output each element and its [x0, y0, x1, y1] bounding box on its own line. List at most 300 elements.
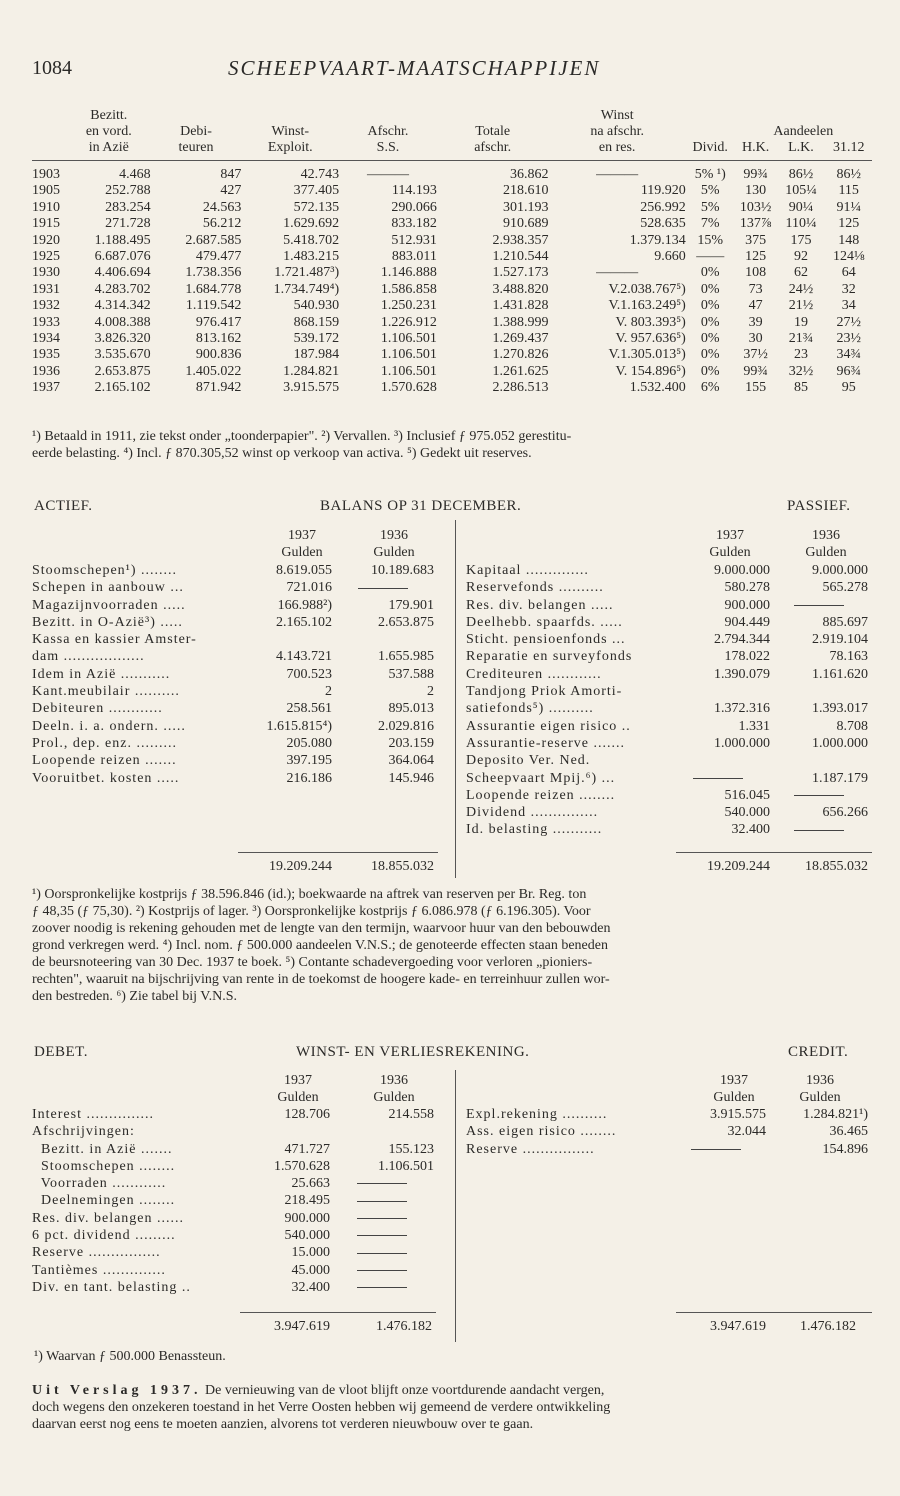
account-value: 540.000 [284, 1228, 330, 1244]
account-row [466, 579, 868, 596]
account-value: 565.278 [822, 580, 868, 596]
account-row [32, 1123, 434, 1140]
table-cell: 24.563 [202, 199, 242, 215]
account-row [466, 752, 868, 769]
account-row [466, 821, 868, 838]
balance-divider [455, 520, 456, 878]
table-cell: 1915 [32, 216, 60, 232]
passief-heading: PASSIEF. [787, 498, 851, 514]
unit-label: Gulden [713, 1090, 755, 1106]
account-label: Kapitaal .............. [466, 563, 589, 578]
account-label: Crediteuren ............ [466, 666, 602, 682]
page-title: SCHEEPVAART-MAATSCHAPPIJEN [228, 56, 601, 80]
table-cell: 910.689 [503, 216, 549, 232]
unit-label: Gulden [281, 545, 323, 561]
account-label: Dividend ............... [466, 805, 599, 821]
table-cell: 847 [220, 167, 242, 182]
account-row [32, 1244, 434, 1261]
table-cell: 96¾ [836, 363, 861, 379]
column-header: H.K. [741, 140, 770, 155]
account-label: Deeln. i. a. ondern. ..... [32, 718, 186, 734]
account-value: 32.400 [291, 1279, 330, 1295]
passief-table [466, 562, 868, 839]
column-header: Totale [475, 124, 511, 139]
report-line: De vernieuwing van de vloot blijft onze voortdurende aandacht vergen, [205, 1383, 605, 1398]
table-cell: 5% [700, 183, 720, 199]
table-cell: 0% [700, 314, 720, 330]
balance-footnote-line: zoover noodig is rekening gehouden met de lengte van den termijn, waarvoor huur van den bebouwden [32, 921, 611, 936]
table-cell: 2.687.585 [185, 232, 242, 248]
statistics-header-row [32, 124, 872, 140]
table-cell: 1.106.501 [380, 347, 437, 363]
table-cell: 883.011 [391, 249, 437, 265]
account-value: 214.558 [388, 1107, 434, 1122]
table-row [32, 200, 872, 216]
column-header [686, 124, 735, 140]
actief-total-1936: 18.855.032 [371, 859, 434, 874]
table-cell: V. 154.896⁵) [615, 363, 686, 379]
account-row [32, 752, 434, 769]
account-label: Stoomschepen¹) ........ [32, 563, 178, 578]
table-cell: 92 [793, 249, 808, 265]
account-label: Debiteuren ............ [32, 701, 163, 717]
table-cell: 539.172 [293, 331, 340, 347]
debet-year-1 [258, 1072, 338, 1107]
table-row [32, 282, 872, 298]
report-line: doch wegens den onzekeren toestand in het Verre Oosten hebben wij gemeend de verdere ontwikkeling [32, 1400, 611, 1415]
annual-report-excerpt [32, 1382, 877, 1433]
table-cell: 47 [748, 298, 763, 314]
account-value: 3.915.575 [710, 1107, 766, 1122]
pl-divider [455, 1070, 456, 1342]
account-value: 45.000 [291, 1262, 330, 1278]
table-cell: 37½ [743, 347, 768, 363]
account-label: dam .................. [32, 649, 145, 665]
account-label: Deposito Ver. Ned. [466, 753, 591, 769]
column-header [339, 108, 437, 124]
account-label: Vooruitbet. kosten ..... [32, 770, 180, 786]
account-row [466, 735, 868, 752]
account-label: 6 pct. dividend ......... [32, 1228, 176, 1244]
actief-heading: ACTIEF. [34, 498, 93, 514]
table-cell: 1.388.999 [492, 314, 549, 330]
table-cell: 56.212 [202, 216, 242, 232]
account-value: 700.523 [286, 666, 332, 682]
account-value: 218.495 [284, 1193, 330, 1209]
column-header [32, 108, 67, 124]
unit-label: Gulden [373, 1090, 415, 1106]
account-value: 36.465 [829, 1124, 868, 1140]
table-cell: 3.826.320 [94, 331, 151, 347]
account-row [32, 579, 434, 596]
table-cell: 137⅞ [739, 216, 772, 232]
table-cell: 32 [841, 281, 856, 297]
actief-total-1937: 19.209.244 [269, 859, 332, 874]
empty-value-dash [330, 1192, 434, 1209]
table-row [32, 331, 872, 347]
account-value: 154.896 [822, 1141, 868, 1157]
table-cell: 1.379.134 [629, 232, 686, 248]
account-value: 1.331 [738, 718, 770, 734]
account-label: Expl.rekening .......... [466, 1107, 608, 1122]
empty-value-dash [330, 1244, 434, 1261]
table-cell: 572.135 [293, 199, 340, 215]
debet-total-1936: 1.476.182 [376, 1319, 432, 1334]
empty-value-dash [332, 579, 434, 596]
account-value: 540.000 [724, 805, 770, 821]
column-header: Winst- [271, 124, 310, 139]
table-row [32, 249, 872, 265]
table-cell: 1.738.356 [185, 265, 242, 281]
table-cell: 1.250.231 [380, 298, 437, 314]
account-value: 8.708 [836, 718, 868, 734]
balance-footnote-line: ¹) Oorspronkelijke kostprijs ƒ 38.596.846 (id.); boekwaarde na aftrek van reserven per Br. Reg. ton [32, 887, 587, 902]
account-label: Ass. eigen risico ........ [466, 1124, 617, 1140]
account-row [466, 666, 868, 683]
table-cell: ——— [366, 167, 409, 182]
passief-total-1937: 19.209.244 [707, 859, 770, 874]
column-header: Divid. [692, 140, 728, 155]
table-cell: 528.635 [640, 216, 686, 232]
statistics-footnotes [32, 428, 877, 462]
table-cell: 1935 [32, 347, 60, 363]
table-cell: 1936 [32, 363, 60, 379]
table-cell: 85 [793, 380, 808, 396]
table-cell: —— [696, 249, 725, 265]
table-cell: 4.283.702 [94, 281, 151, 297]
account-row [32, 683, 434, 700]
account-label: Reserve ................ [466, 1141, 595, 1157]
empty-value-dash [770, 821, 868, 838]
account-row [466, 631, 868, 648]
column-header [735, 108, 777, 124]
account-value: 155.123 [388, 1141, 434, 1157]
passief-year-2 [786, 527, 866, 562]
column-header [437, 108, 549, 124]
debet-total-rule [240, 1312, 436, 1313]
balance-footnotes [32, 886, 877, 1005]
account-value [770, 683, 868, 700]
account-value: 1.655.985 [378, 649, 434, 665]
table-cell: 23 [793, 347, 808, 363]
table-cell: 4.008.388 [94, 314, 151, 330]
table-cell: 86½ [788, 167, 814, 182]
account-row [466, 787, 868, 804]
table-cell: 479.477 [195, 249, 242, 265]
account-label: Reparatie en surveyfonds [466, 649, 633, 665]
debet-total-1937: 3.947.619 [274, 1319, 330, 1334]
account-value: 15.000 [291, 1245, 330, 1261]
account-label: Afschrijvingen: [32, 1124, 135, 1140]
credit-total-1937: 3.947.619 [710, 1319, 766, 1334]
account-row [32, 1279, 434, 1296]
account-label: Res. div. belangen ...... [32, 1210, 185, 1226]
account-row [466, 1123, 868, 1140]
pl-heading: WINST- EN VERLIESREKENING. [296, 1044, 530, 1060]
table-cell: 175 [790, 232, 812, 248]
account-value: 721.016 [286, 580, 332, 596]
table-cell: 21¾ [788, 331, 814, 347]
year-label: 1937 [716, 528, 744, 543]
credit-year-2 [780, 1072, 860, 1107]
table-row [32, 233, 872, 249]
table-cell: 1931 [32, 281, 60, 297]
table-cell: 0% [700, 265, 720, 281]
account-label: Scheepvaart Mpij.⁶) ... [466, 770, 616, 786]
table-cell: 1910 [32, 199, 60, 215]
credit-year-1 [694, 1072, 774, 1107]
account-value: 895.013 [388, 701, 434, 717]
table-cell: 1.734.749⁴) [273, 281, 340, 297]
account-label: Kant.meubilair .......... [32, 684, 180, 700]
table-cell: 1937 [32, 380, 60, 396]
table-cell: 155 [745, 380, 767, 396]
table-cell: 64 [841, 265, 856, 281]
column-header [825, 108, 872, 124]
account-value: 9.000.000 [714, 563, 770, 578]
account-value: 1.615.815⁴) [266, 718, 332, 734]
table-cell: 39 [748, 314, 763, 330]
column-header [777, 108, 826, 124]
account-value [232, 1123, 330, 1140]
table-cell: 1.270.826 [492, 347, 549, 363]
balance-footnote-line: de beursnoteering van 30 Dec. 1937 te boek. ⁵) Contante schadevergoeding voor verloren „pioniers- [32, 955, 593, 970]
table-cell: 34¾ [836, 347, 861, 363]
table-cell: 1.586.858 [380, 281, 437, 297]
account-row [466, 683, 868, 700]
table-cell: 1.269.437 [492, 331, 549, 347]
account-label: Tantièmes .............. [32, 1262, 166, 1278]
account-row [32, 648, 434, 665]
column-header: teuren [178, 140, 214, 155]
empty-value-dash [330, 1262, 434, 1279]
report-line: daarvan eerst nog eens te moeten aanzien, alvorens tot verderen nieuwbouw over te gaan. [32, 1417, 534, 1432]
account-value: 166.988²) [277, 597, 332, 613]
table-cell: 3.535.670 [94, 347, 151, 363]
account-value: 656.266 [822, 805, 868, 821]
account-value: 516.045 [724, 787, 770, 803]
column-header: Afschr. [367, 124, 409, 139]
account-label: Schepen in aanbouw ... [32, 580, 184, 596]
account-row [466, 718, 868, 735]
table-cell: 871.942 [195, 380, 242, 396]
account-value: 2 [427, 684, 434, 700]
column-header: en res. [598, 140, 636, 155]
table-cell: 108 [745, 265, 767, 281]
account-row [466, 1141, 868, 1158]
table-cell: 1.188.495 [94, 232, 151, 248]
account-label: Sticht. pensioenfonds ... [466, 632, 626, 648]
account-value: 179.901 [388, 597, 434, 613]
account-value: 900.000 [284, 1210, 330, 1226]
account-value: 1.000.000 [714, 735, 770, 751]
account-value: 178.022 [724, 649, 770, 665]
account-value: 1.393.017 [812, 701, 868, 717]
report-label: Uit Verslag 1937. [32, 1383, 202, 1398]
table-cell: 1930 [32, 265, 60, 281]
table-cell: 7% [700, 216, 720, 232]
account-value: 2.653.875 [378, 614, 434, 630]
table-cell: 15% [697, 232, 724, 248]
column-header: S.S. [376, 140, 400, 155]
account-row [32, 735, 434, 752]
account-label: Voorraden ............ [32, 1176, 167, 1192]
account-value: 1.284.821¹) [803, 1107, 868, 1122]
table-cell: 1.405.022 [185, 363, 242, 379]
column-header: Exploit. [267, 140, 313, 155]
balance-footnote-line: rechten", waaruit na bijschrijving van rente in de toekomst de hoogere kade- en terreinhuur zullen wor- [32, 972, 610, 987]
table-cell: 1932 [32, 298, 60, 314]
account-value: 397.195 [286, 753, 332, 769]
table-cell: 540.930 [293, 298, 340, 314]
credit-total-1936: 1.476.182 [800, 1319, 856, 1334]
table-cell: 218.610 [503, 183, 549, 199]
table-cell: 5% [700, 199, 720, 215]
account-label: Deelnemingen ........ [32, 1193, 176, 1209]
statistics-table [32, 108, 872, 397]
statistics-footnote-line: eerde belasting. ⁴) Incl. ƒ 870.305,52 winst op verkoop van activa. ⁵) Gedekt uit reserves. [32, 446, 532, 461]
column-header: in Azië [88, 140, 129, 155]
passief-total-1936: 18.855.032 [805, 859, 868, 874]
table-cell: 125 [745, 249, 767, 265]
table-cell: 1.210.544 [492, 249, 549, 265]
account-value: 1.570.628 [274, 1158, 330, 1174]
table-cell: 4.406.694 [94, 265, 151, 281]
statistics-footnote-line: ¹) Betaald in 1911, zie tekst onder „toonderpapier". ²) Vervallen. ³) Inclusief ƒ 975.052 gerestitu- [32, 429, 572, 444]
table-cell: 99¾ [743, 363, 768, 379]
account-value [232, 631, 332, 648]
account-row [466, 597, 868, 614]
credit-heading: CREDIT. [788, 1044, 849, 1060]
account-value [330, 1123, 434, 1140]
empty-value-dash [666, 770, 770, 787]
empty-value-dash [330, 1227, 434, 1244]
table-cell: 301.193 [503, 199, 549, 215]
table-cell: 124⅛ [832, 249, 865, 265]
table-cell: 1934 [32, 331, 60, 347]
table-cell: 427 [220, 183, 242, 199]
empty-value-dash [330, 1210, 434, 1227]
account-value: 900.000 [724, 597, 770, 613]
unit-label: Gulden [805, 545, 847, 561]
pl-footnote: ¹) Waarvan ƒ 500.000 Benassteun. [34, 1349, 226, 1364]
table-row [32, 315, 872, 331]
balance-footnote-line: grond verkregen werd. ⁴) Incl. nom. ƒ 500.000 aandeelen V.N.S.; de genoteerde effecten staan beneden [32, 938, 608, 953]
account-value: 537.588 [388, 666, 434, 682]
account-label: Prol., dep. enz. ......... [32, 735, 177, 751]
table-cell: 1.226.912 [380, 314, 437, 330]
table-cell: 32½ [788, 363, 814, 379]
account-value: 9.000.000 [812, 563, 868, 578]
account-row [32, 1141, 434, 1158]
account-label: Bezitt. in Azië ....... [32, 1141, 173, 1157]
table-cell: 0% [700, 363, 720, 379]
empty-value-dash [330, 1175, 434, 1192]
table-row [32, 347, 872, 363]
column-header [32, 124, 67, 140]
balance-footnote-line: den bestreden. ⁶) Zie tabel bij V.N.S. [32, 989, 237, 1004]
table-cell: 91¼ [836, 199, 861, 215]
actief-total-rule [238, 852, 438, 853]
table-cell: 290.066 [391, 199, 437, 215]
account-value: 1.390.079 [714, 666, 770, 682]
table-cell: V. 803.393⁵) [615, 314, 686, 330]
table-cell: 377.405 [293, 183, 340, 199]
table-cell: V.1.305.013⁵) [608, 347, 686, 363]
account-value: 2.029.816 [378, 718, 434, 734]
year-label: 1936 [812, 528, 840, 543]
table-cell: 1.431.828 [492, 298, 549, 314]
account-row [32, 562, 434, 579]
table-cell: 976.417 [195, 314, 242, 330]
table-row [32, 364, 872, 380]
table-row [32, 265, 872, 281]
account-row [32, 1106, 434, 1123]
table-cell: 1903 [32, 167, 60, 182]
account-value: 471.727 [284, 1141, 330, 1157]
account-label: Stoomschepen ........ [32, 1158, 176, 1174]
column-header: en vord. [85, 124, 132, 139]
table-cell: 95 [841, 380, 856, 396]
table-cell: 1.570.628 [380, 380, 437, 396]
year-label: 1937 [720, 1073, 748, 1088]
year-label: 1936 [380, 528, 408, 543]
table-cell: 1.532.400 [629, 380, 686, 396]
table-cell: 6% [700, 380, 720, 396]
table-cell: 105¼ [785, 183, 817, 199]
table-cell: 2.286.513 [492, 380, 549, 396]
table-cell: 1933 [32, 314, 60, 330]
column-header: Winst [600, 108, 634, 123]
debet-year-2 [354, 1072, 434, 1107]
table-cell: 2.938.357 [492, 232, 549, 248]
table-cell: 36.862 [510, 167, 549, 182]
balance-footnote-line: ƒ 48,35 (ƒ 75,30). ²) Kostprijs of lager. ³) Oorspronkelijke kostprijs ƒ 6.086.978 (ƒ 6.196.305). Voor [32, 904, 591, 919]
account-value: 25.663 [291, 1176, 330, 1192]
year-label: 1936 [806, 1073, 834, 1088]
table-cell: 0% [700, 331, 720, 347]
table-cell: 119.920 [640, 183, 686, 199]
table-cell: 148 [838, 232, 860, 248]
table-cell: 103½ [739, 199, 772, 215]
account-label: Assurantie eigen risico .. [466, 718, 631, 734]
table-cell: 187.984 [293, 347, 340, 363]
account-label: Div. en tant. belasting .. [32, 1279, 191, 1295]
table-cell: 90¼ [788, 199, 814, 215]
account-value: 32.044 [727, 1124, 766, 1140]
account-value: 2 [325, 684, 332, 700]
table-cell: 3.488.820 [492, 281, 549, 297]
account-row [466, 700, 868, 717]
account-row [32, 718, 434, 735]
table-cell: 19 [793, 314, 808, 330]
table-cell: 252.788 [105, 183, 151, 199]
table-cell: 5% ¹) [694, 167, 726, 182]
table-row [32, 167, 872, 183]
account-value: 1.000.000 [812, 735, 868, 751]
account-value: 1.161.620 [812, 666, 868, 682]
table-cell: 9.660 [654, 249, 686, 265]
table-cell: 30 [748, 331, 763, 347]
table-cell: 1.284.821 [283, 363, 340, 379]
account-row [466, 648, 868, 665]
table-cell: 21½ [788, 298, 814, 314]
account-row [32, 1262, 434, 1279]
table-cell: 1925 [32, 249, 60, 265]
account-value: 580.278 [724, 580, 770, 596]
table-cell: 86½ [836, 167, 861, 182]
table-cell: 99¾ [743, 167, 768, 182]
